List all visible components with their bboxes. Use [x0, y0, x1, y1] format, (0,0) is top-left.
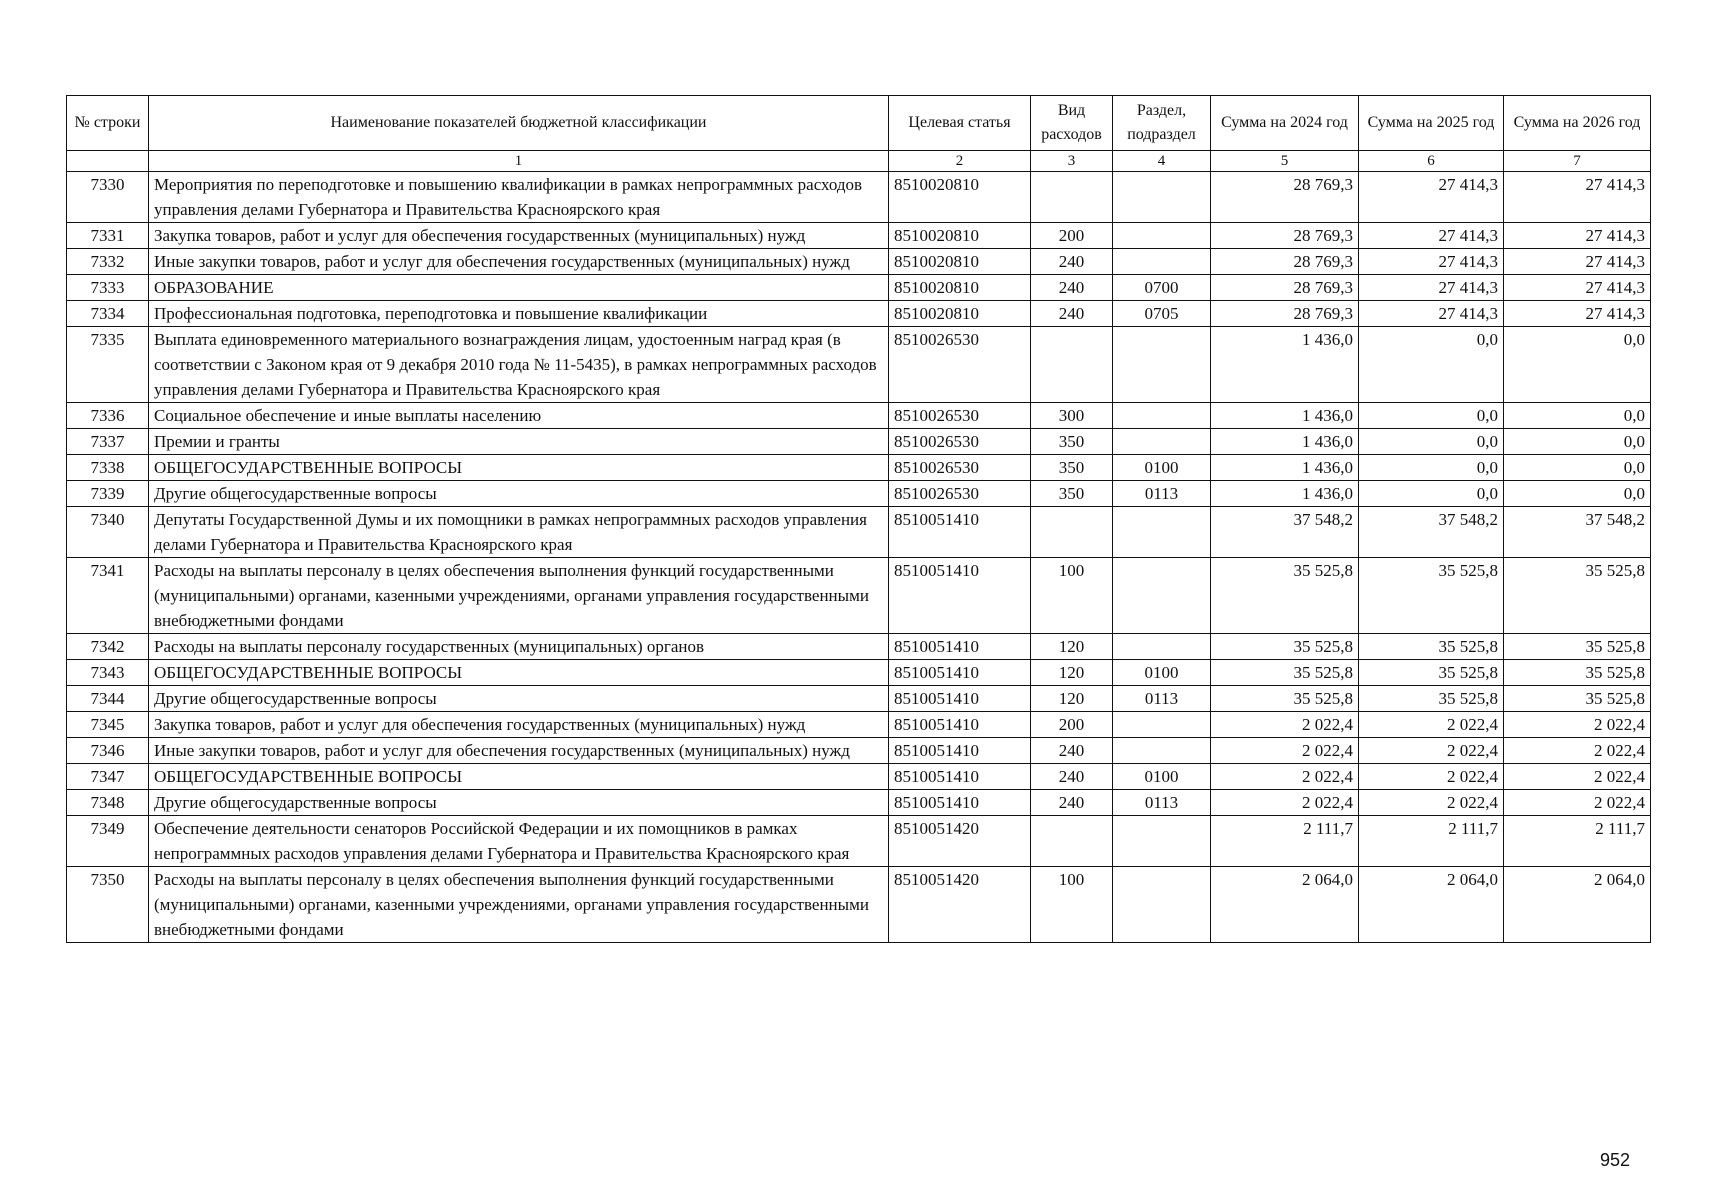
indicator-name-cell: Иные закупки товаров, работ и услуг для обеспечения государственных (муниципальных) нужд — [149, 738, 889, 764]
row-number-cell: 7344 — [67, 686, 149, 712]
row-number-cell: 7338 — [67, 455, 149, 481]
section-cell: 0700 — [1113, 275, 1211, 301]
indicator-name-cell: Мероприятия по переподготовке и повышению квалификации в рамках непрограммных расходов управления делами Губернатора и Правительства Красноярского края — [149, 172, 889, 223]
indicator-name-cell: Другие общегосударственные вопросы — [149, 686, 889, 712]
section-cell — [1113, 634, 1211, 660]
header-sum-2026: Сумма на 2026 год — [1504, 96, 1651, 151]
row-number-cell: 7342 — [67, 634, 149, 660]
header-target-article: Целевая статья — [889, 96, 1031, 151]
table-row — [67, 660, 1651, 686]
table-row — [67, 686, 1651, 712]
sum-2024-cell: 2 022,4 — [1211, 764, 1359, 790]
sum-2026-cell: 2 022,4 — [1504, 790, 1651, 816]
section-cell — [1113, 738, 1211, 764]
column-number-row — [67, 151, 1651, 172]
target-article-cell: 8510051410 — [889, 712, 1031, 738]
section-cell — [1113, 867, 1211, 943]
sum-2024-cell: 28 769,3 — [1211, 249, 1359, 275]
table-row — [67, 223, 1651, 249]
expense-type-cell: 120 — [1031, 686, 1113, 712]
expense-type-cell: 350 — [1031, 455, 1113, 481]
expense-type-cell — [1031, 172, 1113, 223]
sum-2024-cell: 35 525,8 — [1211, 558, 1359, 634]
header-name: Наименование показателей бюджетной классификации — [149, 96, 889, 151]
target-article-cell: 8510020810 — [889, 223, 1031, 249]
target-article-cell: 8510026530 — [889, 481, 1031, 507]
section-cell — [1113, 172, 1211, 223]
sum-2025-cell: 35 525,8 — [1359, 558, 1504, 634]
header-row — [67, 96, 1651, 151]
sum-2024-cell: 2 022,4 — [1211, 790, 1359, 816]
table-row — [67, 507, 1651, 558]
sum-2024-cell: 1 436,0 — [1211, 481, 1359, 507]
expense-type-cell: 120 — [1031, 634, 1113, 660]
table-row — [67, 558, 1651, 634]
sum-2026-cell: 27 414,3 — [1504, 223, 1651, 249]
column-number: 4 — [1113, 151, 1211, 172]
sum-2026-cell: 0,0 — [1504, 403, 1651, 429]
target-article-cell: 8510051420 — [889, 867, 1031, 943]
section-cell: 0705 — [1113, 301, 1211, 327]
sum-2026-cell: 37 548,2 — [1504, 507, 1651, 558]
target-article-cell: 8510020810 — [889, 249, 1031, 275]
indicator-name-cell: Обеспечение деятельности сенаторов Российской Федерации и их помощников в рамках непрограммных расходов управления делами Губернатора и Правительства Красноярского края — [149, 816, 889, 867]
sum-2024-cell: 28 769,3 — [1211, 223, 1359, 249]
sum-2025-cell: 35 525,8 — [1359, 634, 1504, 660]
indicator-name-cell: Расходы на выплаты персоналу государственных (муниципальных) органов — [149, 634, 889, 660]
sum-2026-cell: 2 022,4 — [1504, 764, 1651, 790]
indicator-name-cell: Профессиональная подготовка, переподготовка и повышение квалификации — [149, 301, 889, 327]
row-number-cell: 7339 — [67, 481, 149, 507]
indicator-name-cell: ОБЩЕГОСУДАРСТВЕННЫЕ ВОПРОСЫ — [149, 660, 889, 686]
sum-2026-cell: 35 525,8 — [1504, 634, 1651, 660]
sum-2025-cell: 0,0 — [1359, 403, 1504, 429]
sum-2025-cell: 2 064,0 — [1359, 867, 1504, 943]
table-body — [67, 172, 1651, 943]
target-article-cell: 8510051410 — [889, 558, 1031, 634]
target-article-cell: 8510020810 — [889, 172, 1031, 223]
row-number-cell: 7330 — [67, 172, 149, 223]
row-number-cell: 7332 — [67, 249, 149, 275]
target-article-cell: 8510051410 — [889, 686, 1031, 712]
header-row-number: № строки — [67, 96, 149, 151]
expense-type-cell: 300 — [1031, 403, 1113, 429]
expense-type-cell: 120 — [1031, 660, 1113, 686]
sum-2026-cell: 0,0 — [1504, 455, 1651, 481]
indicator-name-cell: Расходы на выплаты персоналу в целях обеспечения выполнения функций государственными (муниципальными) органами, казенными учреждениями, органами управления государственными внебюджетными фондами — [149, 558, 889, 634]
sum-2026-cell: 27 414,3 — [1504, 172, 1651, 223]
target-article-cell: 8510051410 — [889, 764, 1031, 790]
row-number-cell: 7347 — [67, 764, 149, 790]
sum-2025-cell: 35 525,8 — [1359, 660, 1504, 686]
table-row — [67, 738, 1651, 764]
sum-2025-cell: 0,0 — [1359, 455, 1504, 481]
target-article-cell: 8510051410 — [889, 790, 1031, 816]
sum-2026-cell: 35 525,8 — [1504, 686, 1651, 712]
sum-2025-cell: 0,0 — [1359, 429, 1504, 455]
section-cell: 0100 — [1113, 764, 1211, 790]
sum-2026-cell: 27 414,3 — [1504, 275, 1651, 301]
expense-type-cell: 350 — [1031, 429, 1113, 455]
indicator-name-cell: Другие общегосударственные вопросы — [149, 790, 889, 816]
expense-type-cell: 240 — [1031, 738, 1113, 764]
expense-type-cell — [1031, 816, 1113, 867]
row-number-cell: 7345 — [67, 712, 149, 738]
sum-2025-cell: 0,0 — [1359, 481, 1504, 507]
row-number-cell: 7331 — [67, 223, 149, 249]
row-number-cell: 7334 — [67, 301, 149, 327]
section-cell — [1113, 327, 1211, 403]
expense-type-cell: 240 — [1031, 301, 1113, 327]
table-row — [67, 867, 1651, 943]
sum-2025-cell: 27 414,3 — [1359, 172, 1504, 223]
sum-2025-cell: 2 022,4 — [1359, 738, 1504, 764]
row-number-cell: 7337 — [67, 429, 149, 455]
sum-2026-cell: 0,0 — [1504, 327, 1651, 403]
indicator-name-cell: Другие общегосударственные вопросы — [149, 481, 889, 507]
target-article-cell: 8510051410 — [889, 738, 1031, 764]
section-cell: 0113 — [1113, 686, 1211, 712]
page-number: 952 — [1600, 1150, 1631, 1170]
sum-2024-cell: 2 022,4 — [1211, 712, 1359, 738]
sum-2025-cell: 2 022,4 — [1359, 712, 1504, 738]
section-cell — [1113, 558, 1211, 634]
expense-type-cell: 240 — [1031, 764, 1113, 790]
expense-type-cell — [1031, 507, 1113, 558]
sum-2024-cell: 35 525,8 — [1211, 634, 1359, 660]
target-article-cell: 8510051410 — [889, 507, 1031, 558]
section-cell — [1113, 223, 1211, 249]
sum-2026-cell: 2 022,4 — [1504, 738, 1651, 764]
section-cell — [1113, 816, 1211, 867]
sum-2026-cell: 35 525,8 — [1504, 660, 1651, 686]
header-sum-2025: Сумма на 2025 год — [1359, 96, 1504, 151]
target-article-cell: 8510051410 — [889, 634, 1031, 660]
sum-2024-cell: 37 548,2 — [1211, 507, 1359, 558]
sum-2026-cell: 0,0 — [1504, 481, 1651, 507]
row-number-cell: 7343 — [67, 660, 149, 686]
expense-type-cell: 240 — [1031, 790, 1113, 816]
indicator-name-cell: ОБЩЕГОСУДАРСТВЕННЫЕ ВОПРОСЫ — [149, 455, 889, 481]
sum-2024-cell: 1 436,0 — [1211, 327, 1359, 403]
sum-2026-cell: 2 064,0 — [1504, 867, 1651, 943]
row-number-cell: 7335 — [67, 327, 149, 403]
table-row — [67, 816, 1651, 867]
row-number-cell: 7333 — [67, 275, 149, 301]
sum-2024-cell: 1 436,0 — [1211, 429, 1359, 455]
sum-2025-cell: 27 414,3 — [1359, 275, 1504, 301]
sum-2024-cell: 28 769,3 — [1211, 275, 1359, 301]
row-number-cell: 7348 — [67, 790, 149, 816]
sum-2025-cell: 2 111,7 — [1359, 816, 1504, 867]
sum-2025-cell: 2 022,4 — [1359, 790, 1504, 816]
table-row — [67, 301, 1651, 327]
target-article-cell: 8510020810 — [889, 301, 1031, 327]
expense-type-cell: 100 — [1031, 558, 1113, 634]
table-row — [67, 327, 1651, 403]
header-section: Раздел, подраздел — [1113, 96, 1211, 151]
indicator-name-cell: Выплата единовременного материального вознаграждения лицам, удостоенным наград края (в соответствии с Законом края от 9 декабря 2010 года № 11-5435), в рамках непрограммных расходов управления делами Губернатора и Правительства Красноярского края — [149, 327, 889, 403]
indicator-name-cell: Расходы на выплаты персоналу в целях обеспечения выполнения функций государственными (муниципальными) органами, казенными учреждениями, органами управления государственными внебюджетными фондами — [149, 867, 889, 943]
expense-type-cell: 200 — [1031, 223, 1113, 249]
expense-type-cell: 240 — [1031, 275, 1113, 301]
table-row — [67, 712, 1651, 738]
sum-2025-cell: 37 548,2 — [1359, 507, 1504, 558]
sum-2024-cell: 35 525,8 — [1211, 686, 1359, 712]
sum-2026-cell: 2 022,4 — [1504, 712, 1651, 738]
budget-table — [66, 95, 1651, 943]
expense-type-cell: 240 — [1031, 249, 1113, 275]
row-number-cell: 7346 — [67, 738, 149, 764]
column-number: 1 — [149, 151, 889, 172]
expense-type-cell — [1031, 327, 1113, 403]
section-cell — [1113, 429, 1211, 455]
target-article-cell: 8510026530 — [889, 455, 1031, 481]
table-row — [67, 172, 1651, 223]
expense-type-cell: 350 — [1031, 481, 1113, 507]
indicator-name-cell: Закупка товаров, работ и услуг для обеспечения государственных (муниципальных) нужд — [149, 712, 889, 738]
sum-2026-cell: 0,0 — [1504, 429, 1651, 455]
table-row — [67, 429, 1651, 455]
indicator-name-cell: Иные закупки товаров, работ и услуг для обеспечения государственных (муниципальных) нужд — [149, 249, 889, 275]
indicator-name-cell: ОБЩЕГОСУДАРСТВЕННЫЕ ВОПРОСЫ — [149, 764, 889, 790]
table-row — [67, 249, 1651, 275]
row-number-cell: 7340 — [67, 507, 149, 558]
column-number: 7 — [1504, 151, 1651, 172]
sum-2026-cell: 2 111,7 — [1504, 816, 1651, 867]
table-row — [67, 481, 1651, 507]
column-number: 3 — [1031, 151, 1113, 172]
sum-2025-cell: 2 022,4 — [1359, 764, 1504, 790]
target-article-cell: 8510026530 — [889, 327, 1031, 403]
section-cell: 0100 — [1113, 660, 1211, 686]
column-number: 2 — [889, 151, 1031, 172]
section-cell — [1113, 712, 1211, 738]
section-cell: 0113 — [1113, 481, 1211, 507]
sum-2025-cell: 27 414,3 — [1359, 223, 1504, 249]
sum-2024-cell: 2 111,7 — [1211, 816, 1359, 867]
target-article-cell: 8510051410 — [889, 660, 1031, 686]
header-sum-2024: Сумма на 2024 год — [1211, 96, 1359, 151]
row-number-cell: 7336 — [67, 403, 149, 429]
table-row — [67, 634, 1651, 660]
sum-2024-cell: 1 436,0 — [1211, 455, 1359, 481]
section-cell — [1113, 507, 1211, 558]
column-number — [67, 151, 149, 172]
target-article-cell: 8510026530 — [889, 429, 1031, 455]
section-cell: 0100 — [1113, 455, 1211, 481]
indicator-name-cell: ОБРАЗОВАНИЕ — [149, 275, 889, 301]
table-row — [67, 764, 1651, 790]
indicator-name-cell: Премии и гранты — [149, 429, 889, 455]
sum-2024-cell: 2 022,4 — [1211, 738, 1359, 764]
sum-2025-cell: 0,0 — [1359, 327, 1504, 403]
sum-2026-cell: 35 525,8 — [1504, 558, 1651, 634]
section-cell — [1113, 403, 1211, 429]
indicator-name-cell: Депутаты Государственной Думы и их помощники в рамках непрограммных расходов управления делами Губернатора и Правительства Красноярского края — [149, 507, 889, 558]
column-number: 5 — [1211, 151, 1359, 172]
expense-type-cell: 100 — [1031, 867, 1113, 943]
table-row — [67, 275, 1651, 301]
expense-type-cell: 200 — [1031, 712, 1113, 738]
sum-2024-cell: 1 436,0 — [1211, 403, 1359, 429]
target-article-cell: 8510026530 — [889, 403, 1031, 429]
sum-2024-cell: 35 525,8 — [1211, 660, 1359, 686]
indicator-name-cell: Закупка товаров, работ и услуг для обеспечения государственных (муниципальных) нужд — [149, 223, 889, 249]
sum-2025-cell: 27 414,3 — [1359, 249, 1504, 275]
section-cell: 0113 — [1113, 790, 1211, 816]
sum-2024-cell: 28 769,3 — [1211, 301, 1359, 327]
sum-2025-cell: 35 525,8 — [1359, 686, 1504, 712]
target-article-cell: 8510020810 — [889, 275, 1031, 301]
section-cell — [1113, 249, 1211, 275]
target-article-cell: 8510051420 — [889, 816, 1031, 867]
table-row — [67, 790, 1651, 816]
sum-2026-cell: 27 414,3 — [1504, 249, 1651, 275]
sum-2025-cell: 27 414,3 — [1359, 301, 1504, 327]
row-number-cell: 7341 — [67, 558, 149, 634]
row-number-cell: 7350 — [67, 867, 149, 943]
column-number: 6 — [1359, 151, 1504, 172]
header-expense-type: Вид расходов — [1031, 96, 1113, 151]
sum-2026-cell: 27 414,3 — [1504, 301, 1651, 327]
sum-2024-cell: 2 064,0 — [1211, 867, 1359, 943]
table-row — [67, 455, 1651, 481]
row-number-cell: 7349 — [67, 816, 149, 867]
sum-2024-cell: 28 769,3 — [1211, 172, 1359, 223]
indicator-name-cell: Социальное обеспечение и иные выплаты населению — [149, 403, 889, 429]
table-row — [67, 403, 1651, 429]
